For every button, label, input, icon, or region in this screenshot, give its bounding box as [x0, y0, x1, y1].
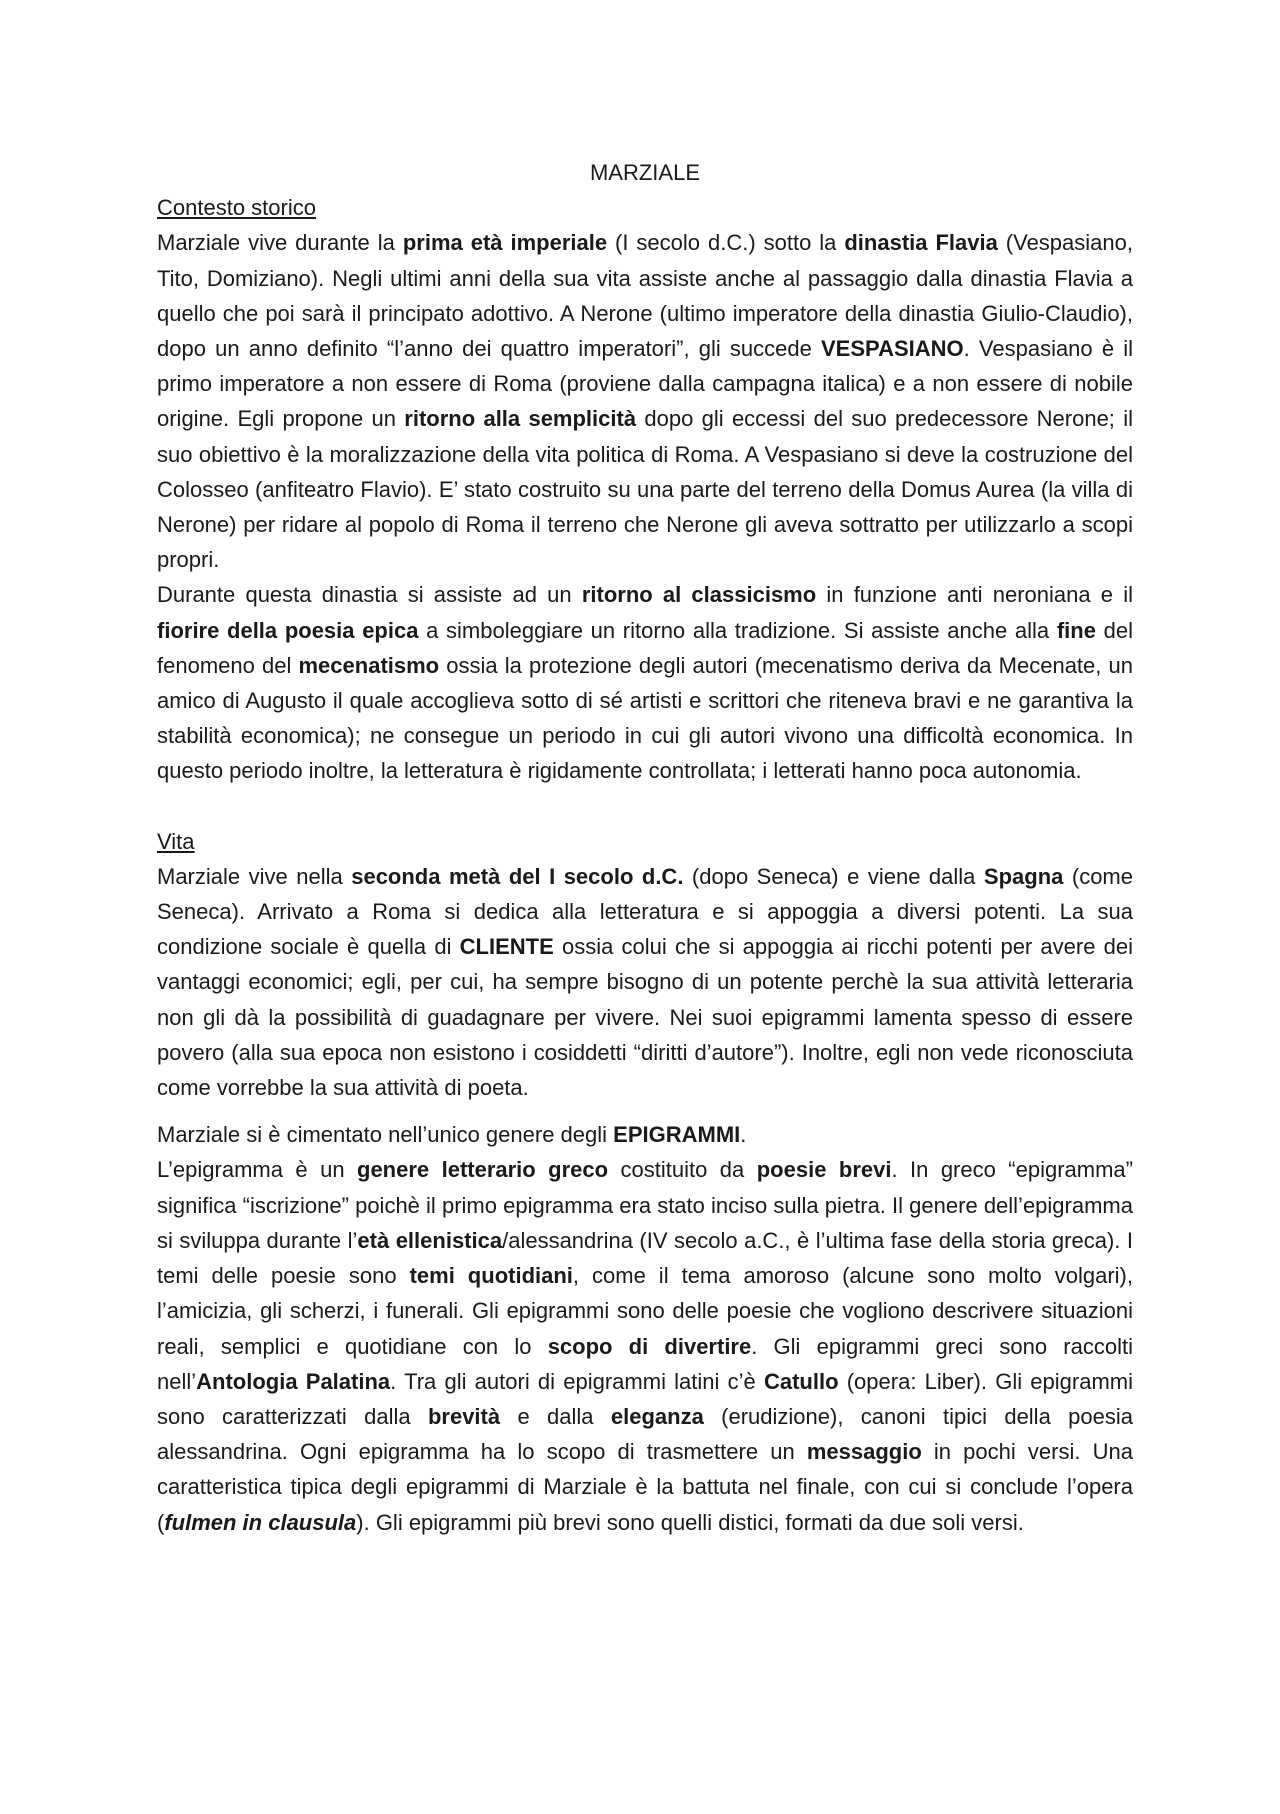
text-run: in funzione anti neroniana e il [816, 582, 1133, 608]
text-run: L’epigramma è un [157, 1157, 357, 1183]
text-run: (I secolo d.C.) sotto la [607, 230, 845, 256]
paragraph [157, 577, 1133, 788]
text-run: in pochi versi. Una caratteristica tipica degli epigrammi di Marziale è la battuta nel finale, con cui si conclude l’opera ( [157, 1439, 1133, 1535]
text-run: . Gli epigrammi greci sono raccolti nell’ [157, 1333, 1133, 1394]
text-run: (Vespasiano, Tito, Domiziano). Negli ultimi anni della sua vita assiste anche al passaggio dalla dinastia Flavia a quello che poi sarà il principato adottivo. A Nerone (ultimo imperatore della dinastia Giulio-Claudio), dopo un anno definito “l’anno dei quattro imperatori”, gli succede [157, 230, 1133, 362]
bold-text: brevità [427, 1403, 501, 1429]
text-run: ossia la protezione degli autori (mecenatismo deriva da Mecenate, un amico di Augusto il quale accoglieva sotto di sé artisti e scrittori che riteneva bravi e ne garantiva la stabilità economica); ne consegue un periodo in cui gli autori vivono una difficoltà economica. In questo periodo inoltre, la letteratura è rigidamente controllata; i letterati hanno poca autonomia. [157, 652, 1133, 784]
bold-text: seconda metà del I secolo d.C. [351, 863, 684, 889]
section-epigrammi [157, 1117, 1133, 1539]
document-title: MARZIALE [589, 160, 701, 185]
section-contesto-storico [157, 190, 1133, 788]
bold-text: fine [1056, 617, 1096, 643]
text-run: costituito da [608, 1157, 757, 1183]
paragraph [157, 859, 1133, 1105]
text-run: del fenomeno del [157, 617, 1133, 678]
text-run: (erudizione), canoni tipici della poesia alessandrina. Ogni epigramma ha lo scopo di trasmettere un [157, 1403, 1133, 1465]
text-run: . Tra gli autori di epigrammi latini c’è [390, 1368, 764, 1394]
section-heading: Contesto storico [157, 195, 316, 221]
text-run: (dopo Seneca) e viene dalla [683, 863, 984, 889]
text-run: (come Seneca). Arrivato a Roma si dedica alla letteratura e si appoggia a diversi potenti. La sua condizione sociale è quella di [157, 863, 1133, 960]
bold-text: ritorno alla semplicità [404, 406, 637, 432]
bold-text: mecenatismo [298, 652, 440, 678]
bold-text: fulmen in clausula [164, 1509, 357, 1535]
paragraph [157, 1152, 1133, 1539]
text-run: a simboleggiare un ritorno alla tradizione. Si assiste anche alla [418, 617, 1057, 643]
text-run: Durante questa dinastia si assiste ad un [157, 582, 582, 608]
text-run: ). Gli epigrammi più brevi sono quelli distici, formati da due soli versi. [356, 1509, 1024, 1535]
bold-text: temi quotidiani [409, 1263, 573, 1289]
bold-text: CLIENTE [459, 934, 554, 960]
bold-text: messaggio [806, 1439, 922, 1465]
text-run: . In greco “epigramma” significa “iscrizione” poichè il primo epigramma era stato inciso sulla pietra. Il genere dell’epigramma si sviluppa durante l’ [157, 1157, 1133, 1253]
section-spacer [157, 1105, 1133, 1117]
bold-text: fiorire della poesia epica [157, 617, 419, 643]
text-run: . Vespasiano è il primo imperatore a non essere di Roma (proviene dalla campagna italica) e a non essere di nobile origine. Egli propone un [157, 336, 1133, 432]
bold-text: eleganza [610, 1403, 704, 1429]
section-spacer [157, 789, 1133, 824]
bold-text: età ellenistica [357, 1227, 503, 1253]
text-run: /alessandrina (IV secolo a.C., è l’ultima fase della storia greca). I temi delle poesie sono [157, 1227, 1133, 1289]
section-heading: Vita [157, 828, 195, 854]
bold-text: dinastia Flavia [844, 230, 998, 256]
bold-text: VESPASIANO [821, 336, 964, 362]
bold-text: Antologia Palatina [196, 1368, 391, 1394]
bold-text: ritorno al classicismo [581, 582, 817, 608]
paragraph [157, 1117, 1133, 1152]
text-run: dopo gli eccessi del suo predecessore Nerone; il suo obiettivo è la moralizzazione della vita politica di Roma. A Vespasiano si deve la costruzione del Colosseo (anfiteatro Flavio). E’ stato costruito su una parte del terreno della Domus Aurea (la villa di Nerone) per ridare al popolo di Roma il terreno che Nerone gli aveva sottratto per utilizzarlo a scopi propri. [157, 406, 1134, 573]
bold-text: scopo di divertire [547, 1333, 752, 1359]
text-run: . [740, 1122, 747, 1148]
text-run: (opera: Liber). Gli epigrammi sono caratterizzati dalla [157, 1368, 1133, 1429]
text-run: , come il tema amoroso (alcune sono molto volgari), l’amicizia, gli scherzi, i funerali. Gli epigrammi sono delle poesie che vogliono descrivere situazioni reali, semplici e quotidiane con lo [157, 1263, 1133, 1359]
bold-text: Spagna [983, 863, 1064, 889]
paragraph [157, 225, 1133, 577]
text-run: e dalla [500, 1403, 611, 1429]
document-page [157, 155, 1133, 1540]
text-run: ossia colui che si appoggia ai ricchi potenti per avere dei vantaggi economici; egli, per cui, ha sempre bisogno di un potente perchè la sua attività letteraria non gli dà la possibilità di guadagnare per vivere. Nei suoi epigrammi lamenta spesso di essere povero (alla sua epoca non esistono i cosiddetti “diritti d’autore”). Inoltre, egli non vede riconosciuta come vorrebbe la sua attività di poeta. [157, 934, 1134, 1101]
text-run: Marziale vive durante la [157, 230, 403, 256]
bold-text: Catullo [763, 1368, 839, 1394]
text-run: Marziale si è cimentato nell’unico genere degli [157, 1122, 614, 1148]
bold-text: prima età imperiale [402, 230, 608, 256]
bold-text: poesie brevi [756, 1157, 892, 1183]
section-vita [157, 824, 1133, 1106]
bold-text: genere letterario greco [357, 1157, 609, 1183]
text-run: Marziale vive nella [157, 863, 352, 889]
bold-text: EPIGRAMMI [613, 1122, 741, 1148]
